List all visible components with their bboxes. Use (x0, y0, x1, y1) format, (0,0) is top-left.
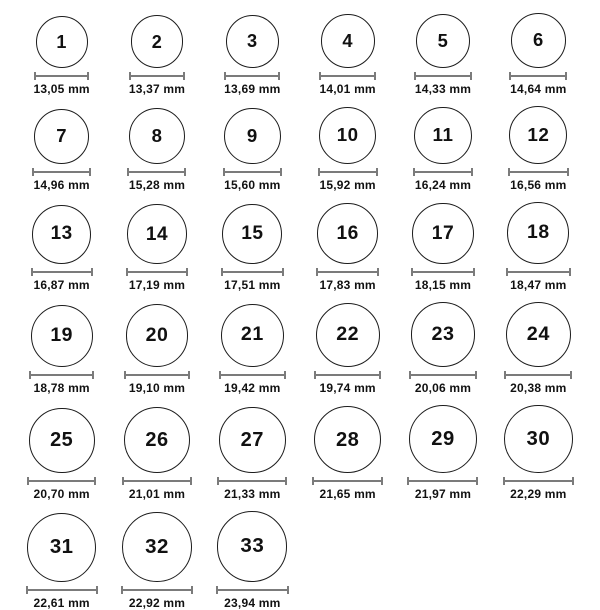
dimension-line (312, 480, 382, 482)
ring-size-number: 32 (145, 534, 169, 558)
diameter-dimension-line (509, 72, 567, 80)
ring-diameter-label: 22,61 mm (33, 595, 90, 610)
ring-diameter-label: 22,29 mm (510, 487, 567, 502)
ring-size-number: 2 (151, 31, 163, 52)
ring-diameter-label: 14,96 mm (33, 178, 90, 193)
dimension-line (221, 271, 284, 273)
ring-circle (321, 14, 375, 68)
ring-cell (503, 405, 575, 502)
diameter-dimension-line (121, 586, 194, 594)
ring-cell (316, 203, 380, 292)
ring-circle (222, 204, 282, 264)
ring-cell (29, 305, 94, 395)
ring-cell (129, 15, 185, 96)
ring-cell (126, 204, 188, 291)
ring-cell (407, 405, 478, 501)
ring-cell (224, 15, 280, 96)
dimension-line (32, 171, 90, 173)
dimension-line (122, 480, 191, 482)
ring-size-number: 3 (247, 31, 258, 52)
diameter-dimension-line (27, 477, 96, 485)
ring-cell (506, 202, 571, 292)
ring-size-number: 11 (432, 123, 454, 145)
ring-circle (219, 407, 286, 474)
diameter-dimension-line (219, 371, 285, 379)
ring-size-number: 20 (145, 323, 169, 346)
ring-cell (411, 203, 475, 292)
ring-diameter-label: 20,38 mm (510, 380, 567, 395)
ring-size-number: 17 (431, 222, 455, 244)
ring-diameter-label: 14,64 mm (510, 81, 567, 96)
ring-circle (27, 513, 96, 582)
ring-diameter-label: 22,92 mm (128, 595, 186, 610)
dimension-line (509, 75, 567, 77)
ring-diameter-label: 17,83 mm (319, 277, 376, 292)
ring-diameter-label: 19,74 mm (319, 380, 376, 395)
ring-cell (26, 513, 98, 610)
diameter-dimension-line (316, 268, 380, 276)
ring-diameter-label: 20,70 mm (33, 487, 90, 502)
dimension-line (316, 271, 380, 273)
ring-size-number: 8 (151, 124, 163, 146)
dimension-line (217, 480, 287, 482)
ring-size-number: 6 (532, 29, 544, 51)
ring-cell (413, 107, 474, 193)
diameter-dimension-line (318, 168, 378, 176)
dimension-line (409, 374, 477, 376)
ring-cell (216, 511, 289, 609)
ring-circle (316, 303, 380, 367)
dimension-line (26, 589, 98, 591)
dimension-line (223, 171, 283, 173)
dimension-line (216, 589, 289, 591)
ring-size-number: 22 (336, 323, 360, 346)
ring-size-number: 14 (145, 223, 169, 245)
ring-cell (124, 304, 190, 395)
ring-circle (506, 302, 571, 367)
ring-size-number: 28 (335, 428, 360, 451)
diameter-dimension-line (126, 268, 188, 276)
diameter-dimension-line (217, 477, 287, 485)
ring-circle (504, 405, 573, 474)
dimension-line (124, 374, 190, 376)
diameter-dimension-line (407, 477, 478, 485)
ring-circle (507, 202, 569, 264)
ring-diameter-label: 17,51 mm (224, 277, 281, 292)
ring-circle (127, 204, 186, 263)
ring-diameter-label: 14,33 mm (414, 81, 472, 96)
ring-cell (32, 109, 90, 192)
dimension-line (314, 374, 381, 376)
diameter-dimension-line (129, 72, 185, 80)
diameter-dimension-line (414, 72, 471, 80)
ring-size-number: 26 (145, 429, 169, 452)
ring-diameter-label: 16,56 mm (510, 178, 567, 193)
ring-diameter-label: 21,33 mm (224, 487, 281, 502)
ring-cell (217, 407, 287, 502)
ring-cell (319, 14, 376, 96)
ring-diameter-label: 13,37 mm (128, 81, 186, 96)
ring-cell (34, 16, 90, 96)
ring-cell (121, 512, 194, 610)
ring-circle (314, 406, 381, 473)
dimension-line (413, 171, 474, 173)
dimension-line (319, 75, 376, 77)
ring-size-number: 13 (50, 223, 73, 244)
dimension-line (318, 171, 378, 173)
ring-diameter-label: 15,28 mm (128, 178, 186, 193)
ring-diameter-label: 15,92 mm (319, 178, 376, 193)
ring-circle (32, 205, 91, 264)
diameter-dimension-line (127, 168, 186, 176)
ring-circle (217, 511, 287, 581)
ring-size-number: 23 (431, 322, 455, 345)
ring-circle (317, 203, 378, 264)
ring-size-number: 15 (241, 223, 264, 245)
ring-circle (122, 512, 192, 582)
ring-circle (509, 106, 567, 164)
diameter-dimension-line (506, 268, 571, 276)
ring-diameter-label: 15,60 mm (224, 178, 281, 193)
ring-cell (409, 302, 477, 395)
diameter-dimension-line (314, 371, 381, 379)
diameter-dimension-line (503, 477, 575, 485)
dimension-line (414, 75, 471, 77)
ring-size-number: 25 (50, 428, 74, 451)
ring-size-number: 10 (336, 124, 359, 146)
ring-size-number: 29 (431, 428, 455, 451)
ring-size-number: 24 (526, 322, 550, 345)
ring-diameter-label: 21,65 mm (319, 487, 376, 502)
ring-cell (414, 14, 471, 96)
ring-diameter-label: 18,47 mm (510, 277, 567, 292)
ring-circle (414, 107, 472, 165)
ring-circle (29, 408, 95, 474)
ring-size-number: 16 (336, 222, 359, 244)
ring-circle (411, 302, 476, 367)
ring-size-number: 9 (246, 124, 258, 146)
ring-circle (131, 15, 184, 68)
diameter-dimension-line (26, 586, 98, 594)
ring-circle (221, 304, 284, 367)
ring-circle (36, 16, 88, 68)
ring-circle (31, 305, 93, 367)
ring-cell (509, 13, 567, 96)
ring-diameter-label: 13,69 mm (224, 81, 281, 96)
ring-diameter-label: 19,42 mm (224, 380, 281, 395)
dimension-line (127, 171, 186, 173)
ring-cell (27, 408, 96, 502)
ring-grid (14, 13, 586, 610)
ring-circle (416, 14, 470, 68)
ring-size-number: 18 (527, 221, 550, 244)
dimension-line (407, 480, 478, 482)
diameter-dimension-line (32, 168, 90, 176)
dimension-line (126, 271, 188, 273)
ring-diameter-label: 20,06 mm (414, 380, 472, 395)
ring-size-number: 33 (240, 534, 265, 558)
ring-cell (219, 304, 285, 395)
dimension-line (506, 271, 571, 273)
ring-circle (34, 109, 89, 164)
ring-size-number: 31 (49, 535, 74, 558)
ring-diameter-label: 19,10 mm (128, 380, 186, 395)
diameter-dimension-line (34, 72, 89, 80)
ring-size-number: 19 (50, 324, 73, 347)
ring-cell (122, 407, 191, 501)
ring-cell (314, 303, 381, 395)
ring-diameter-label: 13,05 mm (33, 81, 90, 96)
ring-cell (318, 107, 378, 192)
diameter-dimension-line (409, 371, 477, 379)
ring-circle (129, 108, 185, 164)
ring-size-number: 5 (437, 29, 449, 51)
ring-circle (124, 407, 190, 473)
diameter-dimension-line (122, 477, 191, 485)
ring-size-number: 1 (56, 31, 67, 52)
ring-diameter-label: 21,01 mm (128, 487, 186, 502)
ring-diameter-label: 18,15 mm (414, 277, 472, 292)
ring-circle (319, 107, 376, 164)
dimension-line (121, 589, 194, 591)
ring-circle (412, 203, 473, 264)
diameter-dimension-line (221, 268, 284, 276)
ring-cell (223, 108, 283, 193)
ring-circle (226, 15, 279, 68)
dimension-line (219, 374, 285, 376)
ring-size-number: 4 (342, 29, 353, 51)
diameter-dimension-line (413, 168, 474, 176)
ring-diameter-label: 21,97 mm (414, 487, 472, 502)
ring-size-number: 12 (527, 123, 550, 145)
ring-circle (224, 108, 281, 165)
dimension-line (27, 480, 96, 482)
dimension-line (504, 374, 572, 376)
ring-diameter-label: 16,24 mm (414, 178, 472, 193)
ring-diameter-label: 14,01 mm (319, 81, 376, 96)
ring-diameter-label: 17,19 mm (128, 277, 186, 292)
ring-circle (409, 405, 477, 473)
ring-cell (221, 204, 284, 292)
dimension-line (34, 75, 89, 77)
ring-circle (126, 304, 189, 367)
ring-diameter-label: 16,87 mm (33, 277, 90, 292)
ring-size-number: 30 (526, 428, 551, 451)
ring-circle (511, 13, 566, 68)
diameter-dimension-line (508, 168, 569, 176)
ring-cell (31, 205, 93, 292)
diameter-dimension-line (31, 268, 93, 276)
ring-cell (504, 302, 572, 395)
ring-diameter-label: 23,94 mm (224, 595, 281, 610)
dimension-line (129, 75, 185, 77)
diameter-dimension-line (216, 586, 289, 594)
ring-size-number: 7 (56, 125, 68, 147)
ring-diameter-label: 18,78 mm (33, 380, 90, 395)
dimension-line (508, 171, 569, 173)
ring-cell (127, 108, 186, 192)
dimension-line (411, 271, 475, 273)
dimension-line (29, 374, 94, 376)
diameter-dimension-line (312, 477, 382, 485)
diameter-dimension-line (504, 371, 572, 379)
diameter-dimension-line (224, 72, 280, 80)
diameter-dimension-line (319, 72, 376, 80)
ring-cell (508, 106, 569, 192)
dimension-line (31, 271, 93, 273)
ring-size-number: 21 (240, 323, 264, 346)
diameter-dimension-line (223, 168, 283, 176)
diameter-dimension-line (29, 371, 94, 379)
dimension-line (224, 75, 280, 77)
diameter-dimension-line (411, 268, 475, 276)
ring-cell (312, 406, 382, 501)
dimension-line (503, 480, 575, 482)
ring-size-number: 27 (240, 429, 264, 452)
diameter-dimension-line (124, 371, 190, 379)
